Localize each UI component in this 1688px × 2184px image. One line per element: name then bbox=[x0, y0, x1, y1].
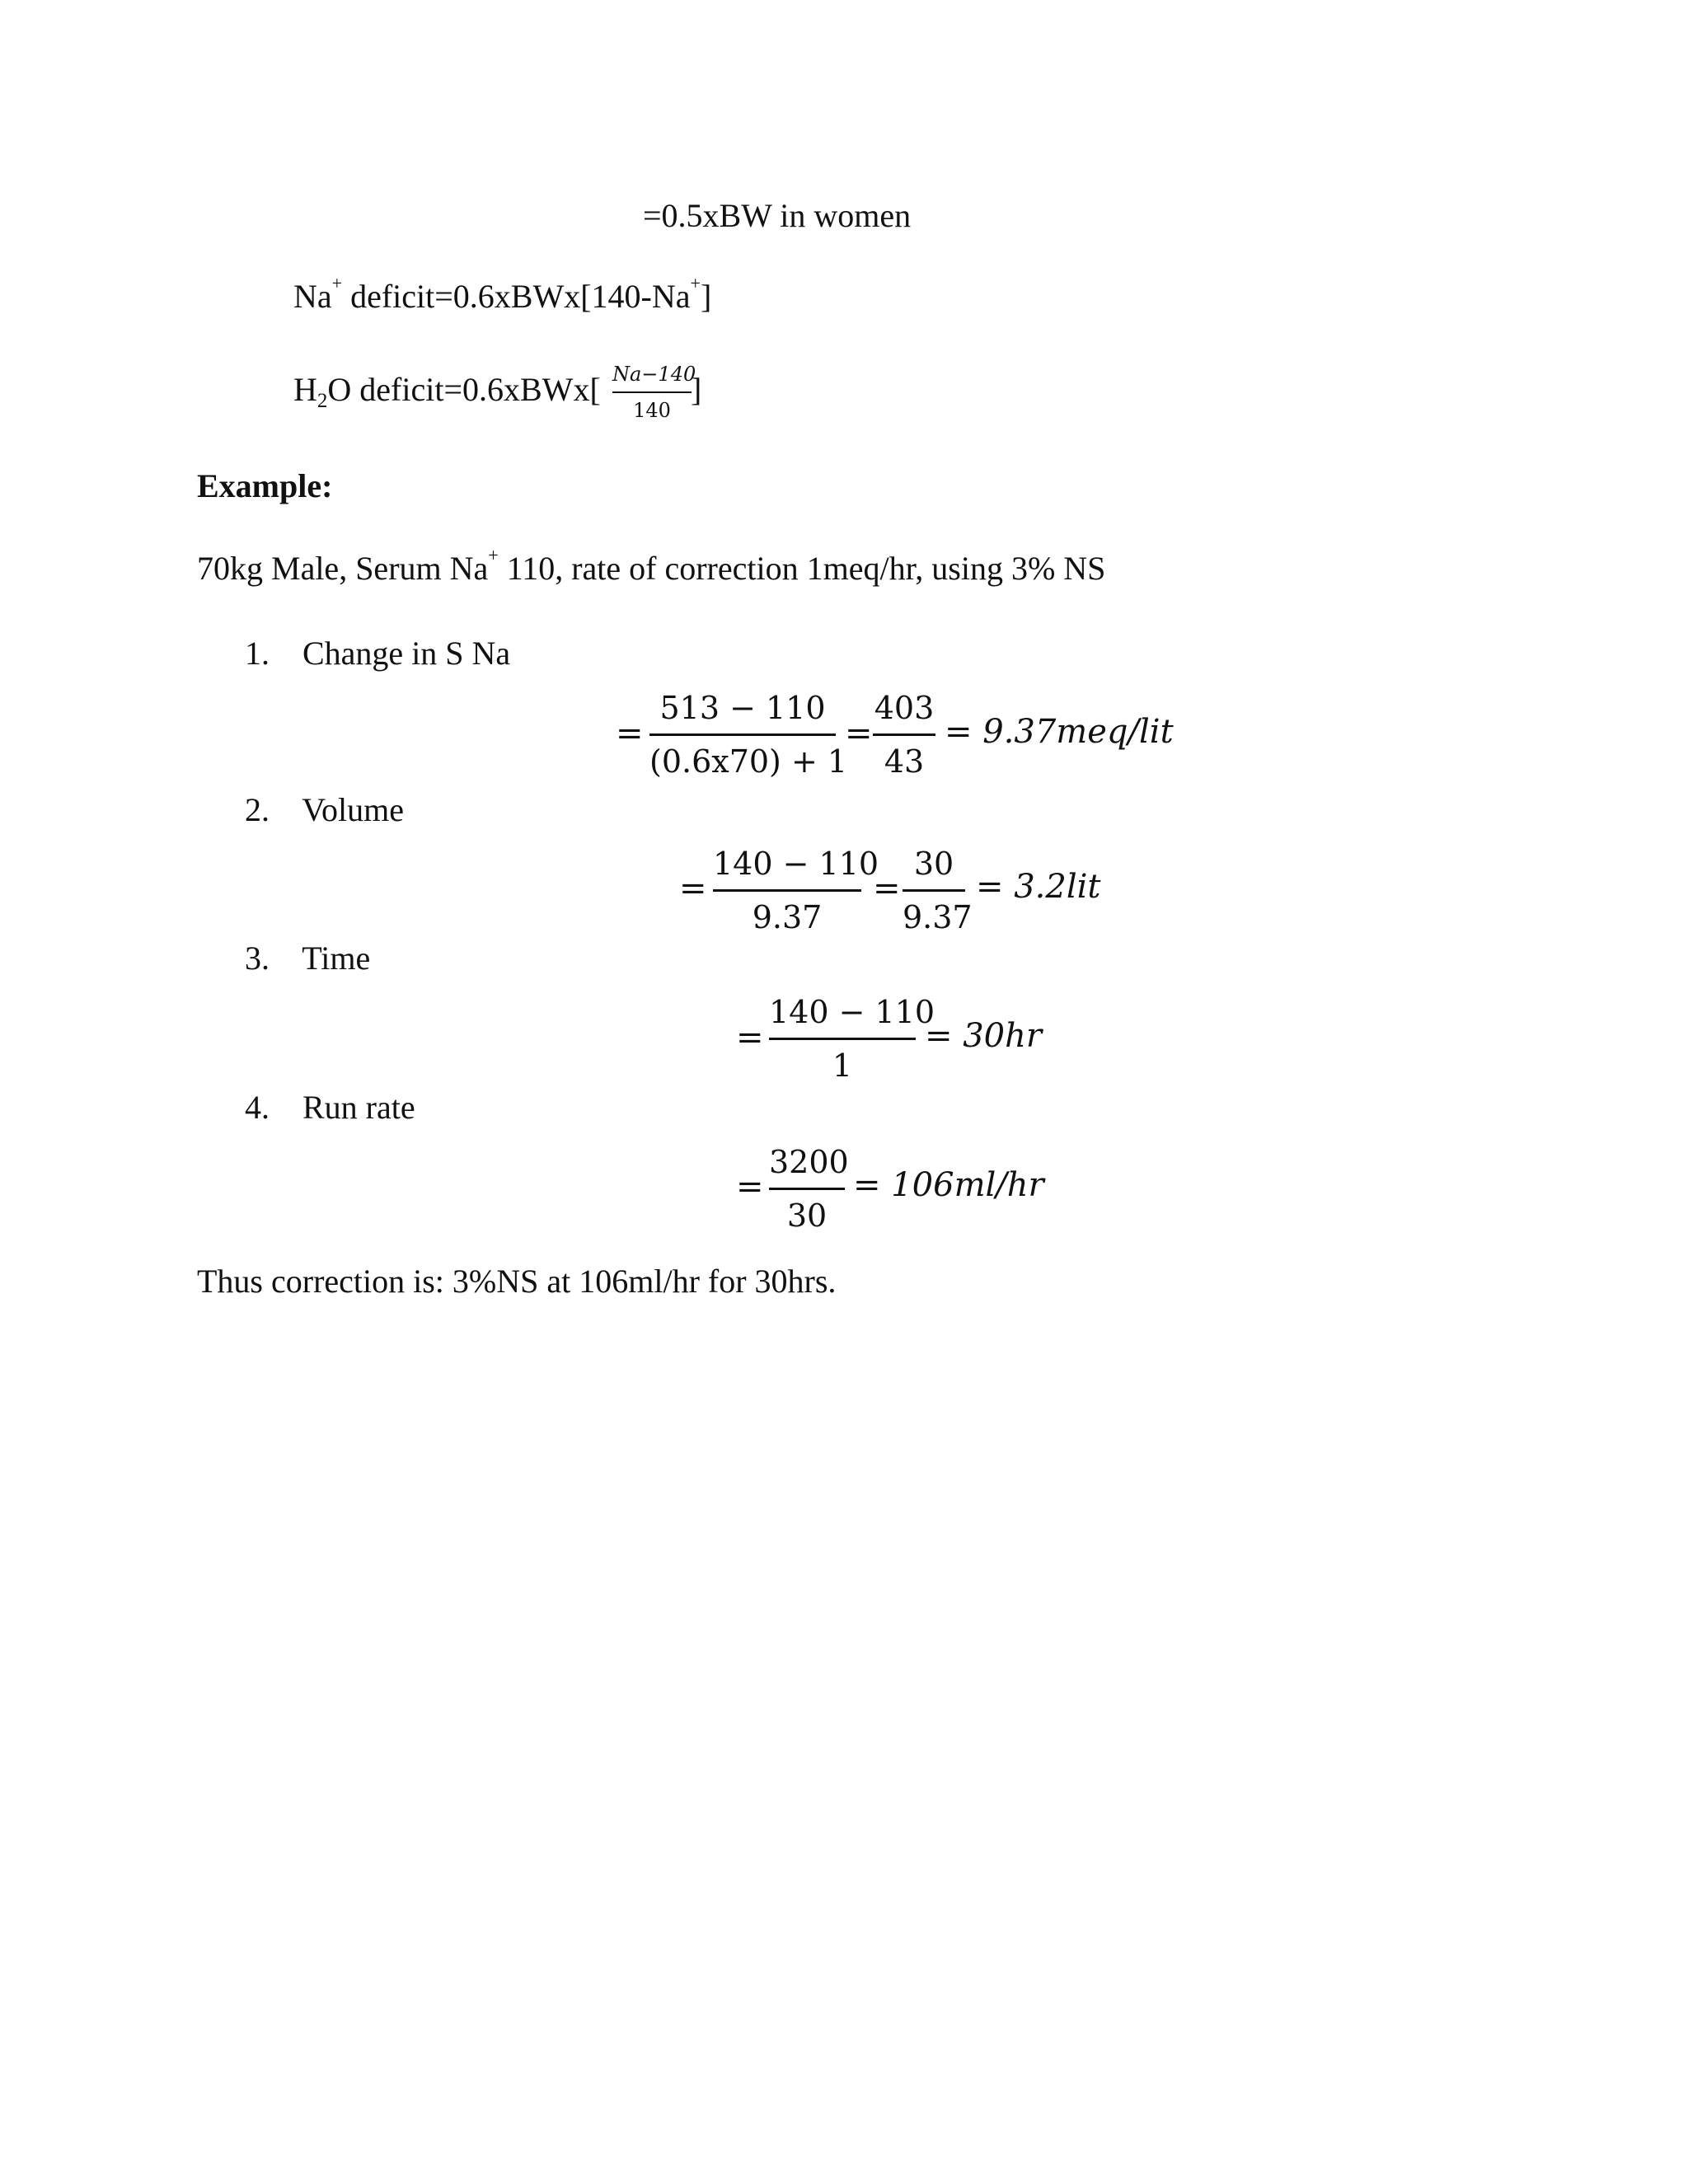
step-label: Volume bbox=[302, 791, 404, 828]
volume-fraction-2-numerator: 30 bbox=[913, 846, 954, 882]
run-rate-result-equals: = bbox=[853, 1166, 892, 1204]
change-result-equals: = bbox=[945, 713, 983, 751]
volume-fraction-1-bar bbox=[713, 889, 861, 892]
example-heading bbox=[197, 467, 333, 504]
run-rate-fraction-numerator: 3200 bbox=[769, 1144, 849, 1180]
water-fraction-denominator: 140 bbox=[633, 399, 671, 422]
change-result-value: 9.37meq/lit bbox=[982, 713, 1174, 751]
sodium-deficit-formula bbox=[293, 273, 712, 315]
step-label: Run rate bbox=[302, 1089, 415, 1126]
change-fraction-2-numerator: 403 bbox=[874, 690, 935, 726]
water-fraction-numerator: Na−140 bbox=[612, 363, 696, 386]
step-label: Time bbox=[302, 940, 371, 977]
water-deficit-close-bracket bbox=[691, 373, 701, 406]
step-label: Change in S Na bbox=[302, 635, 511, 672]
time-fraction-numerator: 140 − 110 bbox=[769, 994, 935, 1030]
change-fraction-1 bbox=[649, 690, 848, 780]
sodium-plus-superscript-2: + bbox=[690, 273, 701, 293]
change-fraction-1-denominator: (0.6x70) + 1 bbox=[649, 743, 848, 780]
time-fraction-bar bbox=[769, 1038, 916, 1040]
run-rate-equals-1: = bbox=[736, 1168, 764, 1206]
change-fraction-2-bar bbox=[873, 733, 935, 736]
volume-equals-1: = bbox=[679, 869, 707, 907]
change-fraction-2-denominator: 43 bbox=[884, 743, 925, 780]
run-rate-fraction-denominator: 30 bbox=[786, 1197, 828, 1234]
volume-fraction-2 bbox=[903, 846, 973, 935]
time-result bbox=[925, 1017, 1043, 1055]
example-heading-text: Example: bbox=[197, 467, 333, 504]
run-rate-result bbox=[853, 1166, 1044, 1204]
sodium-prefix: Na bbox=[293, 278, 332, 315]
water-deficit-formula bbox=[293, 371, 601, 412]
example-description bbox=[197, 545, 1106, 587]
water-deficit-text: O deficit=0.6xBWx[ bbox=[327, 371, 601, 408]
step-time bbox=[245, 942, 370, 975]
volume-result bbox=[976, 868, 1101, 906]
time-fraction bbox=[769, 994, 935, 1084]
step-number: 4. bbox=[245, 1089, 270, 1126]
conclusion-text: Thus correction is: 3%NS at 106ml/hr for 30hrs. bbox=[197, 1263, 837, 1300]
volume-fraction-1-denominator: 9.37 bbox=[752, 899, 823, 935]
sodium-deficit-middle: deficit=0.6xBWx[140-Na bbox=[342, 278, 691, 315]
step-number: 3. bbox=[245, 940, 270, 977]
change-equals-1: = bbox=[616, 715, 644, 752]
volume-fraction-2-bar bbox=[903, 889, 965, 892]
step-change-s-na bbox=[245, 637, 510, 670]
volume-fraction-1 bbox=[713, 846, 879, 935]
women-formula-line bbox=[643, 199, 911, 232]
change-equals-2: = bbox=[845, 715, 873, 752]
change-result bbox=[945, 713, 1174, 751]
water-fraction-bar bbox=[612, 391, 692, 393]
example-sodium-superscript: + bbox=[488, 545, 499, 565]
step-volume bbox=[245, 791, 404, 828]
change-fraction-2 bbox=[873, 690, 935, 780]
water-h: H bbox=[293, 371, 317, 408]
volume-fraction-2-denominator: 9.37 bbox=[903, 899, 973, 935]
water-close-bracket-text: ] bbox=[691, 371, 702, 408]
sodium-plus-superscript: + bbox=[331, 273, 343, 293]
step-number: 1. bbox=[245, 635, 270, 672]
time-equals-1: = bbox=[736, 1019, 764, 1057]
run-rate-fraction bbox=[769, 1144, 849, 1234]
time-fraction-denominator: 1 bbox=[832, 1047, 853, 1084]
volume-fraction-1-numerator: 140 − 110 bbox=[713, 846, 879, 882]
example-description-end: 110, rate of correction 1meq/hr, using 3% NS bbox=[498, 550, 1106, 587]
run-rate-fraction-bar bbox=[769, 1188, 845, 1190]
volume-result-equals: = bbox=[976, 868, 1015, 906]
run-rate-result-value: 106ml/hr bbox=[891, 1166, 1044, 1204]
volume-result-value: 3.2lit bbox=[1014, 868, 1101, 906]
water-subscript-2: 2 bbox=[316, 390, 328, 412]
change-fraction-1-bar bbox=[649, 733, 836, 736]
time-result-value: 30hr bbox=[963, 1017, 1043, 1055]
change-fraction-1-numerator: 513 − 110 bbox=[659, 690, 826, 726]
water-deficit-fraction bbox=[612, 363, 696, 422]
step-run-rate bbox=[245, 1091, 415, 1124]
time-result-equals: = bbox=[925, 1017, 964, 1055]
step-number: 2. bbox=[245, 791, 270, 828]
volume-equals-2: = bbox=[873, 869, 901, 907]
women-formula-text: =0.5xBW in women bbox=[643, 197, 912, 234]
sodium-deficit-end: ] bbox=[700, 278, 712, 315]
conclusion-line bbox=[197, 1265, 836, 1298]
example-description-start: 70kg Male, Serum Na bbox=[197, 550, 489, 587]
